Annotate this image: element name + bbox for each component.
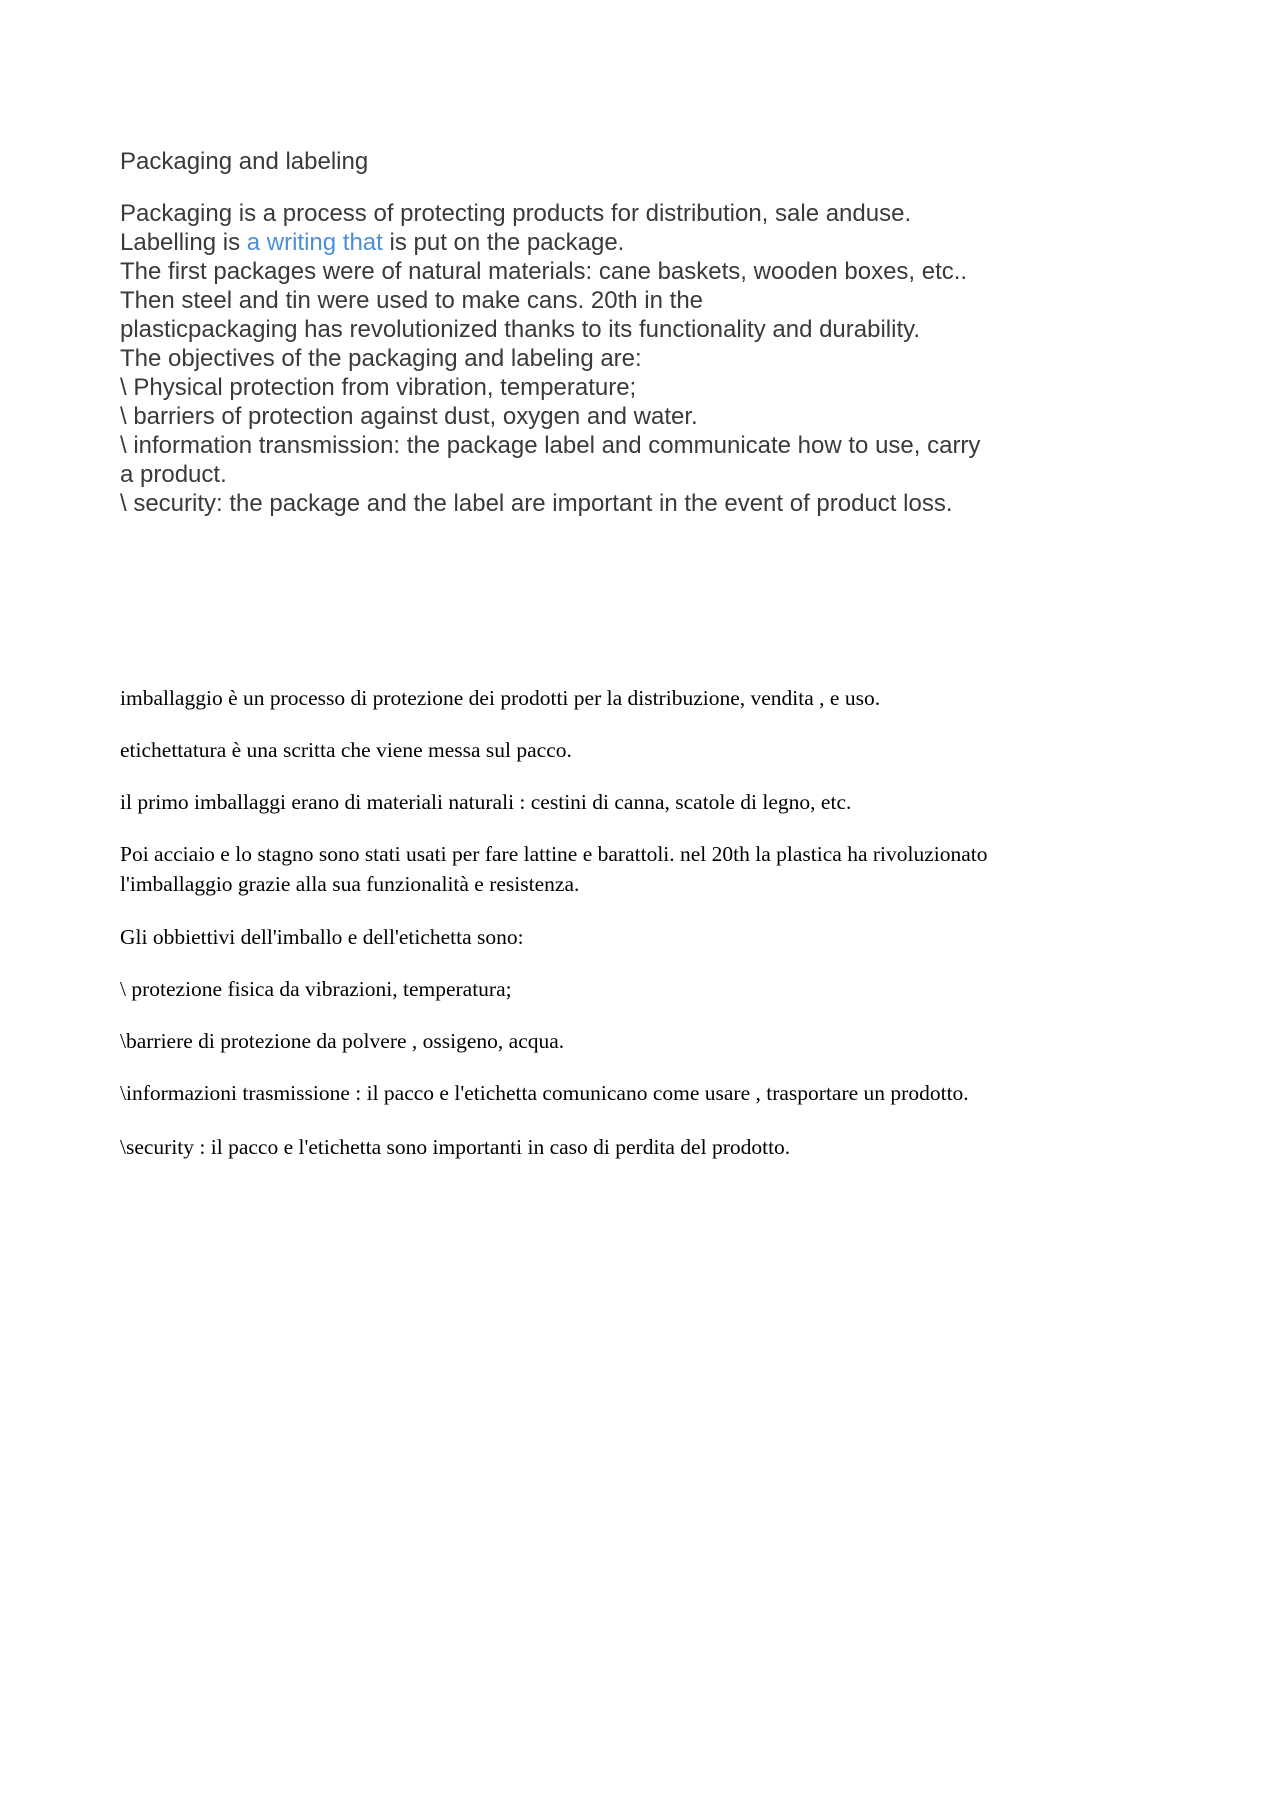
- english-line: \ barriers of protection against dust, oxygen and water.: [120, 403, 698, 430]
- italian-paragraph: \security : il pacco e l'etichetta sono importanti in caso di perdita del prodotto.: [120, 1135, 791, 1159]
- italian-section: [120, 683, 1100, 1162]
- english-body: [120, 199, 1080, 518]
- english-line: The objectives of the packaging and labeling are:: [120, 345, 642, 372]
- english-line: Packaging is a process of protecting products for distribution, sale anduse.: [120, 200, 912, 227]
- english-section: [120, 147, 1080, 518]
- highlighted-text: a writing that: [246, 229, 383, 256]
- italian-paragraph: il primo imballaggi erano di materiali naturali : cestini di canna, scatole di legno, etc.: [120, 790, 852, 814]
- english-text: is put on the package.: [382, 229, 625, 256]
- italian-paragraph: [120, 839, 1100, 899]
- english-line: a product.: [120, 461, 227, 488]
- english-line: \ security: the package and the label are important in the event of product loss.: [120, 490, 953, 517]
- english-line: The first packages were of natural materials: cane baskets, wooden boxes, etc..: [120, 258, 968, 285]
- english-line: \ information transmission: the package label and communicate how to use, carry: [120, 432, 981, 459]
- document-title: Packaging and labeling: [120, 148, 369, 175]
- english-text: Labelling is: [120, 229, 247, 256]
- italian-paragraph: imballaggio è un processo di protezione dei prodotti per la distribuzione, vendita , e uso.: [120, 686, 881, 710]
- english-line: Then steel and tin were used to make cans. 20th in the: [120, 287, 704, 314]
- english-line: \ Physical protection from vibration, temperature;: [120, 374, 637, 401]
- english-line: plasticpackaging has revolutionized thanks to its functionality and durability.: [120, 316, 921, 343]
- english-line-labelling: [120, 228, 1080, 257]
- italian-paragraph: Gli obbiettivi dell'imballo e dell'etichetta sono:: [120, 925, 524, 949]
- italian-line: l'imballaggio grazie alla sua funzionalità e resistenza.: [120, 872, 580, 896]
- italian-paragraph: \informazioni trasmissione : il pacco e l'etichetta comunicano come usare , trasportare un prodotto.: [120, 1081, 969, 1105]
- italian-line: Poi acciaio e lo stagno sono stati usati per fare lattine e barattoli. nel 20th la plastica ha rivoluzionato: [120, 842, 988, 866]
- italian-paragraph: \barriere di protezione da polvere , ossigeno, acqua.: [120, 1029, 565, 1053]
- italian-paragraph: etichettatura è una scritta che viene messa sul pacco.: [120, 738, 572, 762]
- italian-paragraph: \ protezione fisica da vibrazioni, temperatura;: [120, 977, 512, 1001]
